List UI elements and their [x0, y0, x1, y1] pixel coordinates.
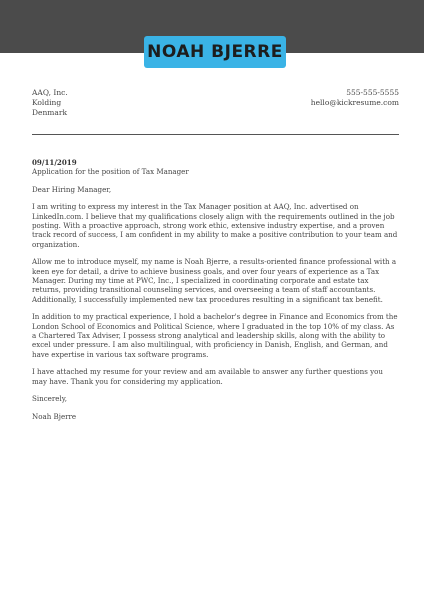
recipient-country: Denmark: [32, 108, 67, 117]
paragraph: I am writing to express my interest in the Tax Manager position at AAQ, Inc. advertised on LinkedIn.com. I believe that my qualifications closely align with the requirements outlined in the job posting. With a proactive approach, strong work ethic, extensive industry expertise, and a proven track record of success, I am confident in my ability to make a positive contribution to your team and organization.: [32, 202, 398, 249]
paragraph: I have attached my resume for your review and am available to answer any further questions you may have. Thank you for considering my application.: [32, 367, 383, 386]
name-banner: [144, 36, 286, 68]
paragraph: Allow me to introduce myself, my name is Noah Bjerre, a results-oriented finance professional with a keen eye for detail, a drive to achieve business goals, and over four years of experience as a Tax Manager. During my time at PWC, Inc., I specialized in coordinating corporate and estate tax returns, providing transitional counseling services, and overseeing a team of staff accountants. Additionally, I successfully implemented new tax procedures resulting in a significant tax benefit.: [32, 257, 397, 304]
recipient-city: Kolding: [32, 98, 62, 107]
applicant-name: NOAH BJERRE: [147, 42, 283, 62]
signature: Noah Bjerre: [32, 412, 77, 422]
letter-subject: Application for the position of Tax Manager: [32, 167, 189, 177]
sender-email: hello@kickresume.com: [310, 98, 399, 107]
letter-body: [32, 158, 399, 422]
recipient-address: [32, 88, 68, 118]
salutation: Dear Hiring Manager,: [32, 184, 112, 194]
sender-phone: 555-555-5555: [346, 88, 399, 97]
sender-contact: [311, 88, 399, 108]
divider: [32, 134, 399, 135]
paragraph: In addition to my practical experience, I hold a bachelor's degree in Finance and Economics from the London School of Economics and Political Science, where I graduated in the top 10% of my class. As a Chartered Tax Adviser, I possess strong analytical and leadership skills, along with the ability to excel under pressure. I am also multilingual, with proficiency in Danish, English, and German, and have expertise in various tax software programs.: [32, 312, 398, 359]
closing: Sincerely,: [32, 394, 68, 404]
letter-date: 09/11/2019: [32, 158, 77, 167]
recipient-company: AAQ, Inc.: [32, 88, 68, 97]
